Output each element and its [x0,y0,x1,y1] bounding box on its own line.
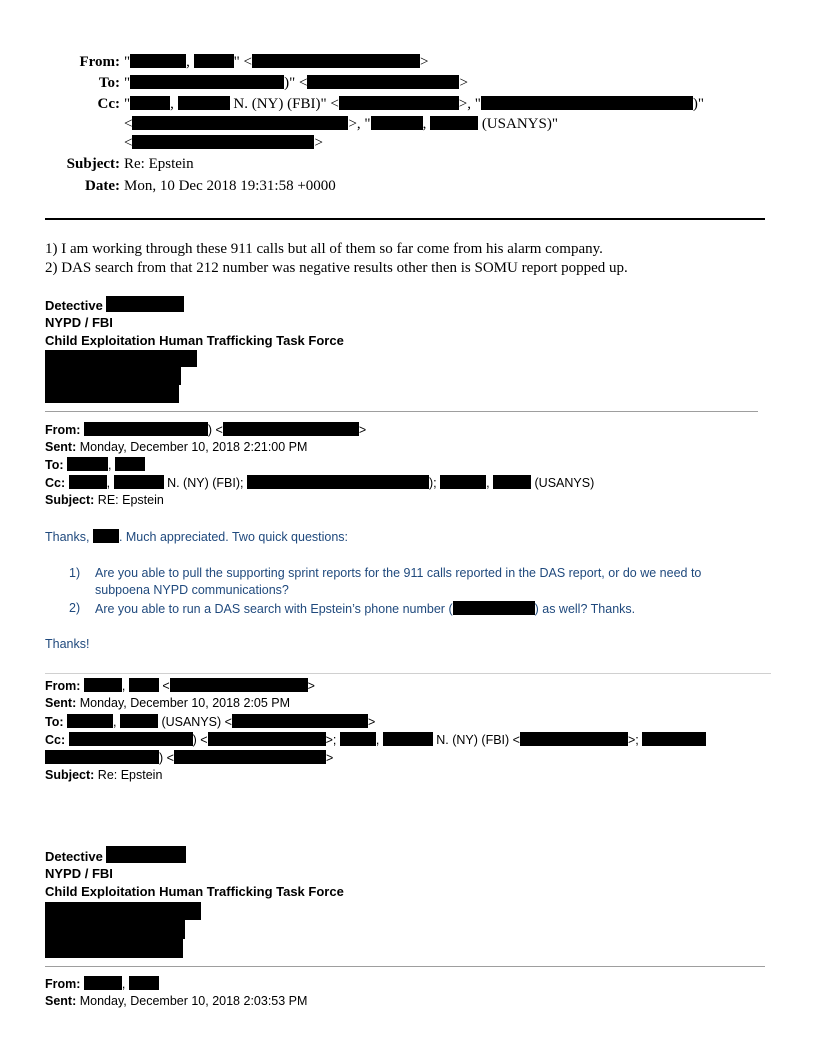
question-2-prefix: Are you able to run a DAS search with Epstein’s phone number ( [95,602,453,616]
greeting-prefix: Thanks, [45,530,90,544]
header-date-row [0,178,336,195]
email-divider [45,673,771,674]
subject-label: Subject: [66,156,120,172]
email-divider [45,966,765,967]
email2-closing: Thanks! [45,637,90,651]
header-cc-row-3: < > [124,135,323,151]
sent-label: Sent: [45,696,77,710]
redaction [174,750,326,764]
redaction [130,54,186,68]
redaction [93,529,119,543]
email2-sent-row [45,440,307,454]
subject-label: Subject: [45,768,95,782]
email2-from-row: From: ) < > [45,423,367,437]
sent-label: Sent: [45,440,77,454]
cc-usanys-text: (USANYS) [481,116,552,132]
redaction [84,422,208,436]
header-cc-row: Cc: " , N. (NY) (FBI)" < >, " )" [0,96,704,113]
question-2-suffix: ) as well? Thanks. [534,602,636,616]
redaction [178,96,230,110]
email2-cc-row: Cc: , N. (NY) (FBI); ); , (USANYS) [45,476,595,490]
email3-cc-row-2: ) < > [45,750,333,765]
redaction [129,678,159,692]
email2-subject-row [45,493,164,507]
redaction [247,475,429,489]
redaction [45,385,179,403]
redaction [223,422,359,436]
signature-unit: NYPD / FBI [45,315,113,330]
to-label: To: [45,715,64,729]
redaction [194,54,234,68]
redaction [45,920,185,939]
question-1-line-2: subpoena NYPD communications? [95,583,289,597]
redaction [84,678,122,692]
redaction [115,457,145,471]
email4-sent-row [45,994,307,1008]
redaction [440,475,486,489]
date-label: Date: [85,178,120,194]
redaction [493,475,531,489]
redaction [132,116,348,130]
cc-label: Cc: [97,96,120,112]
redaction [430,116,478,130]
redaction [114,475,164,489]
redaction [84,976,122,990]
signature-task-force: Child Exploitation Human Trafficking Task Force [45,884,344,899]
cc-nyfbi-text: N. (NY) (FBI); [167,476,244,490]
redaction [383,732,433,746]
to-usanys-text: (USANYS) [161,715,222,729]
redaction [45,367,181,385]
redaction [520,732,628,746]
cc-usanys-text: (USANYS) [534,476,595,490]
sent-text: Monday, December 10, 2018 2:05 PM [79,696,291,710]
redaction [252,54,420,68]
redaction [642,732,706,746]
signature-title: Detective [45,849,103,864]
redaction [69,475,107,489]
cc-label: Cc: [45,733,66,747]
header-from-row: From: " , " < > [0,54,428,71]
question-1-num: 1) [69,566,81,580]
email3-cc-row: Cc: ) < >; , N. (NY) (FBI) < >; [45,732,706,747]
redaction [45,902,201,920]
email3-sent-row [45,696,290,710]
redaction [69,732,193,746]
subject-text: Re: Epstein [124,156,194,172]
question-2-num: 2) [69,601,81,615]
from-label: From: [79,54,120,70]
redaction [106,296,184,312]
email2-greeting [45,529,348,544]
redaction [129,976,159,990]
body-line-2: 2) DAS search from that 212 number was negative results other then is SOMU report popped up. [45,260,628,276]
email3-from-row: From: , < > [45,679,315,693]
signature-task-force: Child Exploitation Human Trafficking Task Force [45,333,344,348]
header-divider [45,218,765,220]
email4-from-row: From: , [45,976,159,991]
sent-label: Sent: [45,994,77,1008]
subject-text: Re: Epstein [97,768,163,782]
header-cc-row-2: < >, " , (USANYS)" [124,116,558,132]
redaction [453,601,535,615]
redaction [67,714,113,728]
sent-text: Monday, December 10, 2018 2:21:00 PM [79,440,308,454]
signature-title-row [45,846,186,864]
cc-label: Cc: [45,476,66,490]
date-text: Mon, 10 Dec 2018 19:31:58 +0000 [124,178,336,194]
from-label: From: [45,977,81,991]
redaction [339,96,459,110]
question-1-line-1: Are you able to pull the supporting sprint reports for the 911 calls reported in the DAS report, or do we need to [95,566,702,580]
header-subject-row [0,156,194,173]
sent-text: Monday, December 10, 2018 2:03:53 PM [79,994,308,1008]
signature-title: Detective [45,298,103,313]
cc-nyfbi-text: N. (NY) (FBI) [233,96,321,112]
redaction [340,732,376,746]
from-label: From: [45,679,81,693]
email-divider [45,411,758,412]
question-2 [95,601,635,616]
redaction [232,714,368,728]
redaction [170,678,308,692]
redaction [45,939,183,958]
redaction [45,750,159,764]
redaction [45,350,197,367]
email2-to-row: To: , [45,457,145,472]
redaction [481,96,693,110]
from-label: From: [45,423,81,437]
cc-nyfbi-text: N. (NY) (FBI) [436,733,510,747]
greeting-suffix: . Much appreciated. Two quick questions: [118,530,349,544]
email3-to-row: To: , (USANYS) < > [45,715,376,729]
redaction [106,846,186,863]
body-line-1: 1) I am working through these 911 calls but all of them so far come from his alarm company. [45,241,603,257]
signature-title-row [45,296,184,313]
subject-label: Subject: [45,493,95,507]
redaction [130,96,170,110]
subject-text: RE: Epstein [97,493,164,507]
redaction [371,116,423,130]
redaction [130,75,284,89]
to-label: To: [45,458,64,472]
redaction [208,732,326,746]
redaction [120,714,158,728]
to-label: To: [98,75,120,91]
header-to-row: To: " )" < > [0,75,468,92]
redaction [67,457,108,471]
email3-subject-row [45,768,162,782]
redaction [132,135,314,149]
signature-unit: NYPD / FBI [45,866,113,881]
redaction [307,75,459,89]
